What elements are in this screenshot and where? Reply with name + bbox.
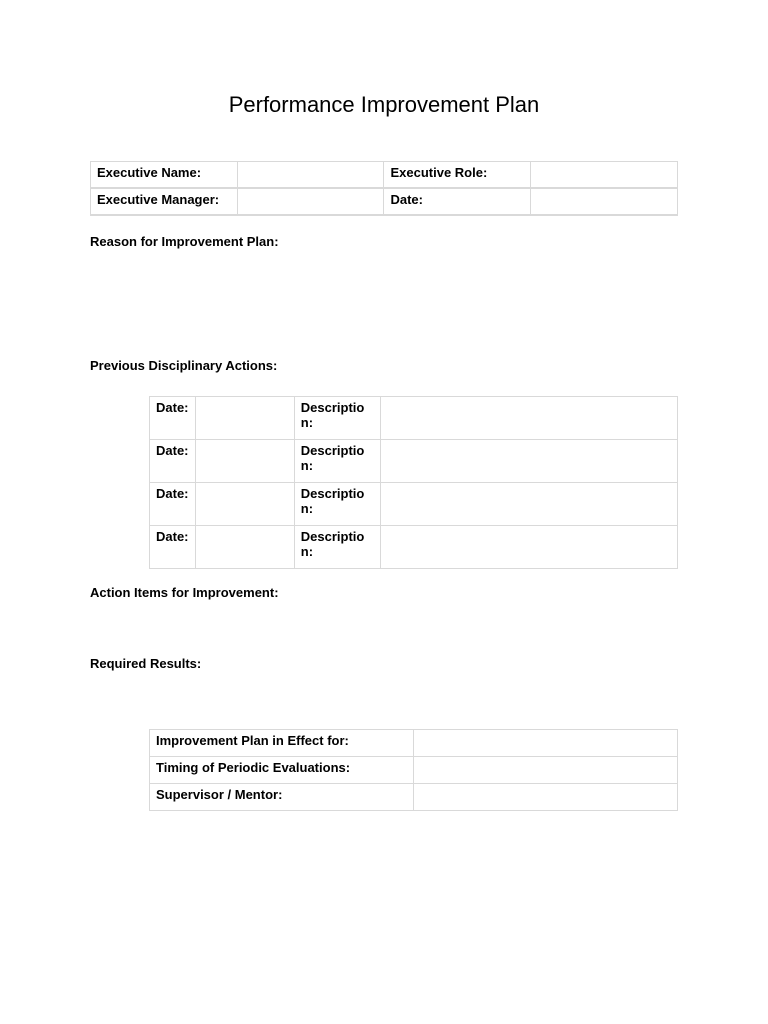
executive-manager-field[interactable] [237, 188, 384, 215]
disciplinary-actions-table [149, 396, 678, 569]
date-field[interactable] [531, 188, 678, 215]
executive-name-field[interactable] [237, 162, 384, 189]
table-row [150, 784, 678, 811]
executive-manager-label: Executive Manager: [91, 188, 238, 215]
required-results-heading: Required Results: [90, 656, 202, 671]
supervisor-label: Supervisor / Mentor: [150, 784, 414, 811]
table-row [150, 440, 678, 483]
table-row [150, 397, 678, 440]
row-description-label: Descriptio n: [294, 440, 380, 483]
page-title: Performance Improvement Plan [228, 92, 540, 117]
row-description-field[interactable] [380, 526, 677, 569]
row-date-label: Date: [150, 397, 196, 440]
row-date-field[interactable] [195, 526, 294, 569]
row-description-label: Descriptio n: [294, 397, 380, 440]
table-row [150, 757, 678, 784]
row-date-field[interactable] [195, 483, 294, 526]
executive-role-field[interactable] [531, 162, 678, 189]
plan-effect-field[interactable] [413, 730, 677, 757]
row-date-field[interactable] [195, 440, 294, 483]
row-date-field[interactable] [195, 397, 294, 440]
table-row [150, 483, 678, 526]
supervisor-field[interactable] [413, 784, 677, 811]
table-row [91, 188, 678, 215]
row-date-label: Date: [150, 440, 196, 483]
row-description-field[interactable] [380, 440, 677, 483]
row-date-label: Date: [150, 483, 196, 526]
plan-effect-label: Improvement Plan in Effect for: [150, 730, 414, 757]
plan-details-table [149, 729, 678, 811]
timing-label: Timing of Periodic Evaluations: [150, 757, 414, 784]
previous-actions-heading: Previous Disciplinary Actions: [90, 358, 278, 373]
table-row [150, 526, 678, 569]
reason-heading: Reason for Improvement Plan: [90, 234, 279, 249]
row-description-label: Descriptio n: [294, 526, 380, 569]
row-date-label: Date: [150, 526, 196, 569]
executive-role-label: Executive Role: [384, 162, 531, 189]
row-description-field[interactable] [380, 483, 677, 526]
row-description-field[interactable] [380, 397, 677, 440]
date-label: Date: [384, 188, 531, 215]
table-row [150, 730, 678, 757]
table-row [91, 162, 678, 189]
timing-field[interactable] [413, 757, 677, 784]
action-items-heading: Action Items for Improvement: [90, 585, 279, 600]
row-description-label: Descriptio n: [294, 483, 380, 526]
executive-name-label: Executive Name: [91, 162, 238, 189]
executive-info-table [90, 161, 678, 216]
